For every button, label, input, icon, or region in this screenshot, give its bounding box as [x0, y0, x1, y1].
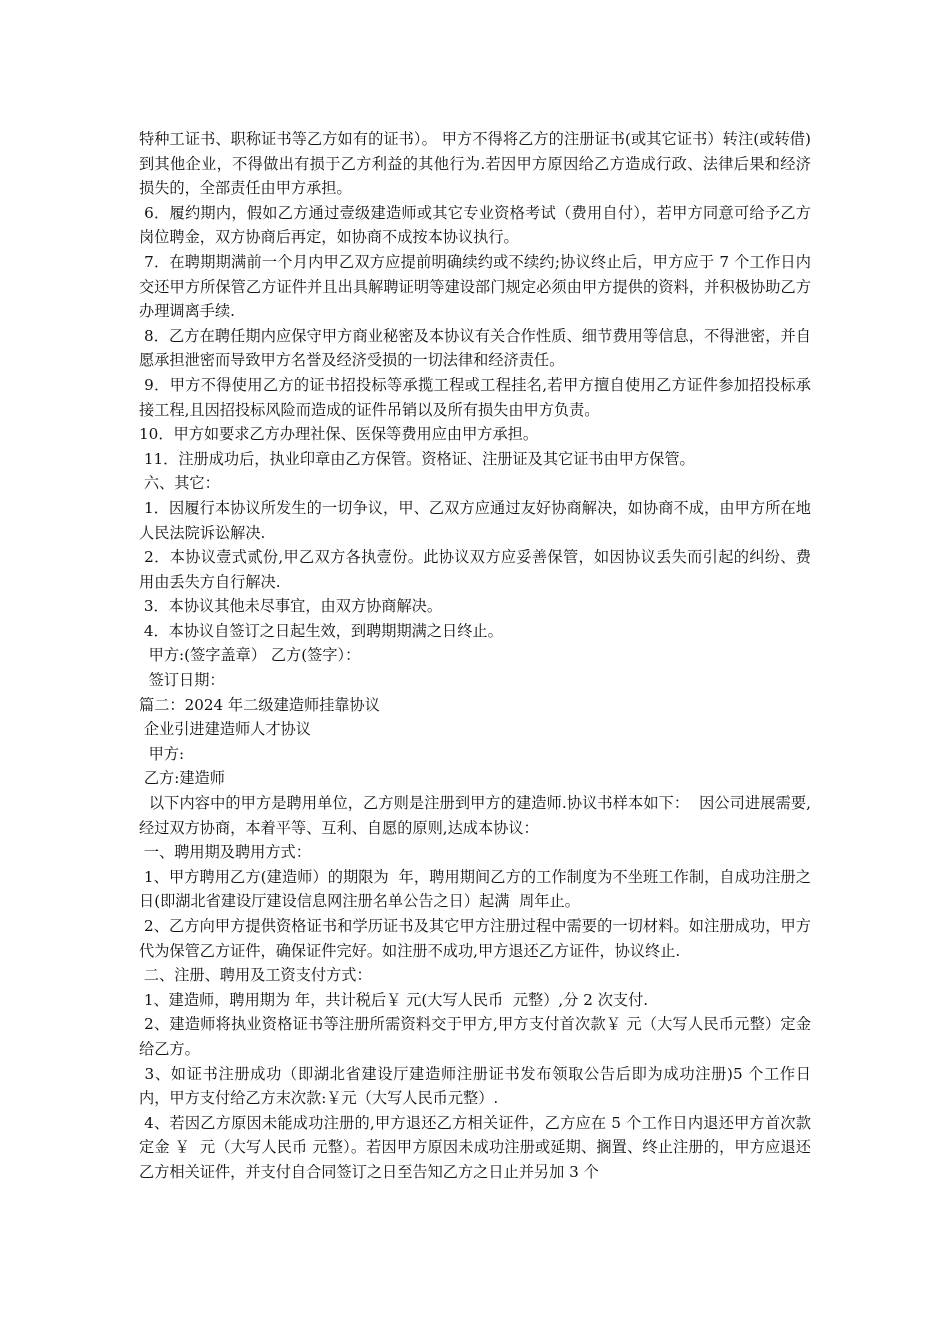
- paragraph-4: 8．乙方在聘任期内应保守甲方商业秘密及本协议有关合作性质、细节费用等信息，不得泄密，并自愿承担泄密而导致甲方名誉及经济受损的一切法律和经济责任。: [139, 326, 811, 370]
- paragraph-27: 4、若因乙方原因未能成功注册的,甲方退还乙方相关证件，乙方应在 5 个工作日内退还甲方首次款定金 ￥ 元（大写人民币 元整）。若因甲方原因未成功注册或延期、搁置、终止注册的，甲方应退还乙方相关证件，并支付自合同签订之日至告知乙方之日止并另加 3 个: [139, 1113, 812, 1181]
- signature-line: 甲方:(签字盖章） 乙方(签字）：: [139, 646, 361, 665]
- paragraph-22: 2、乙方向甲方提供资格证书和学历证书及其它甲方注册过程中需要的一切材料。如注册成功，甲方代为保管乙方证件，确保证件完好。如注册不成功,甲方退还乙方证件，协议终止.: [139, 917, 811, 960]
- paragraph-6: 10．甲方如要求乙方办理社保、医保等费用应由甲方承担。: [139, 425, 539, 444]
- paragraph-9: 1．因履行本协议所发生的一切争议，甲、乙双方应通过友好协商解决，如协商不成，由甲方所在地人民法院诉讼解决.: [139, 498, 811, 542]
- paragraph-3: 7．在聘期期满前一个月内甲乙双方应提前明确续约或不续约;协议终止后，甲方应于 7 个工作日内交还甲方所保管乙方证件并且出具解聘证明等建设部门规定必须由甲方提供的资料，并积极协助乙方办理调离手续.: [139, 252, 811, 321]
- document-page: [139, 127, 811, 1185]
- sign-date-line: 签订日期：: [139, 671, 225, 690]
- paragraph-1: 特种工证书、职称证书等乙方如有的证书）。 甲方不得将乙方的注册证书(或其它证书）转注(或转借)到其他企业，不得做出有损于乙方利益的其他行为.若因甲方原因给乙方造成行政、法律后果和经济损失的，全部责任由甲方承担。: [139, 130, 811, 198]
- intro-paragraph: 以下内容中的甲方是聘用单位，乙方则是注册到甲方的建造师.协议书样本如下： 因公司进展需要,经过双方协商，本着平等、互利、自愿的原则,达成本协议：: [139, 794, 811, 837]
- paragraph-2: 6．履约期内，假如乙方通过壹级建造师或其它专业资格考试（费用自付），若甲方同意可给予乙方岗位聘金，双方协商后再定，如协商不成按本协议执行。: [139, 203, 811, 247]
- section-heading-payment: 二、注册、聘用及工资支付方式：: [139, 966, 372, 985]
- part-two-title: 篇二：2024 年二级建造师挂靠协议: [139, 695, 380, 714]
- paragraph-7: 11．注册成功后，执业印章由乙方保管。资格证、注册证及其它证书由甲方保管。: [139, 449, 695, 468]
- paragraph-10: 2．本协议壹式贰份,甲乙双方各执壹份。此协议双方应妥善保管，如因协议丢失而引起的纠纷、费用由丢失方自行解决.: [139, 548, 811, 591]
- paragraph-25: 2、建造师将执业资格证书等注册所需资料交于甲方,甲方支付首次款￥ 元（大写人民币元整）定金给乙方。: [139, 1015, 812, 1058]
- paragraph-12: 4．本协议自签订之日起生效，到聘期期满之日终止。: [139, 621, 503, 640]
- paragraph-26: 3、如证书注册成功（即湖北省建设厅建造师注册证书发布领取公告后即为成功注册)5 个工作日内，甲方支付给乙方末次款:￥元（大写人民币元整）.: [139, 1064, 811, 1108]
- section-heading-term: 一、聘用期及聘用方式：: [139, 843, 311, 862]
- paragraph-11: 3．本协议其他未尽事宜，由双方协商解决。: [139, 597, 443, 616]
- section-heading-other: 六、其它：: [139, 474, 220, 493]
- paragraph-24: 1、建造师，聘用期为 年，共计税后￥ 元(大写人民币 元整）,分 2 次支付.: [139, 990, 649, 1009]
- agreement-subtitle: 企业引进建造师人才协议: [139, 720, 311, 739]
- party-a-line: 甲方:: [139, 744, 185, 763]
- paragraph-21: 1、甲方聘用乙方(建造师）的期限为 年，聘用期间乙方的工作制度为不坐班工作制，自成功注册之日(即湖北省建设厅建设信息网注册名单公告之日）起满 周年止。: [139, 867, 811, 911]
- party-b-line: 乙方:建造师: [139, 769, 225, 788]
- paragraph-5: 9．甲方不得使用乙方的证书招投标等承揽工程或工程挂名,若甲方擅自使用乙方证件参加招投标承接工程,且因招投标风险而造成的证件吊销以及所有损失由甲方负责。: [139, 375, 811, 419]
